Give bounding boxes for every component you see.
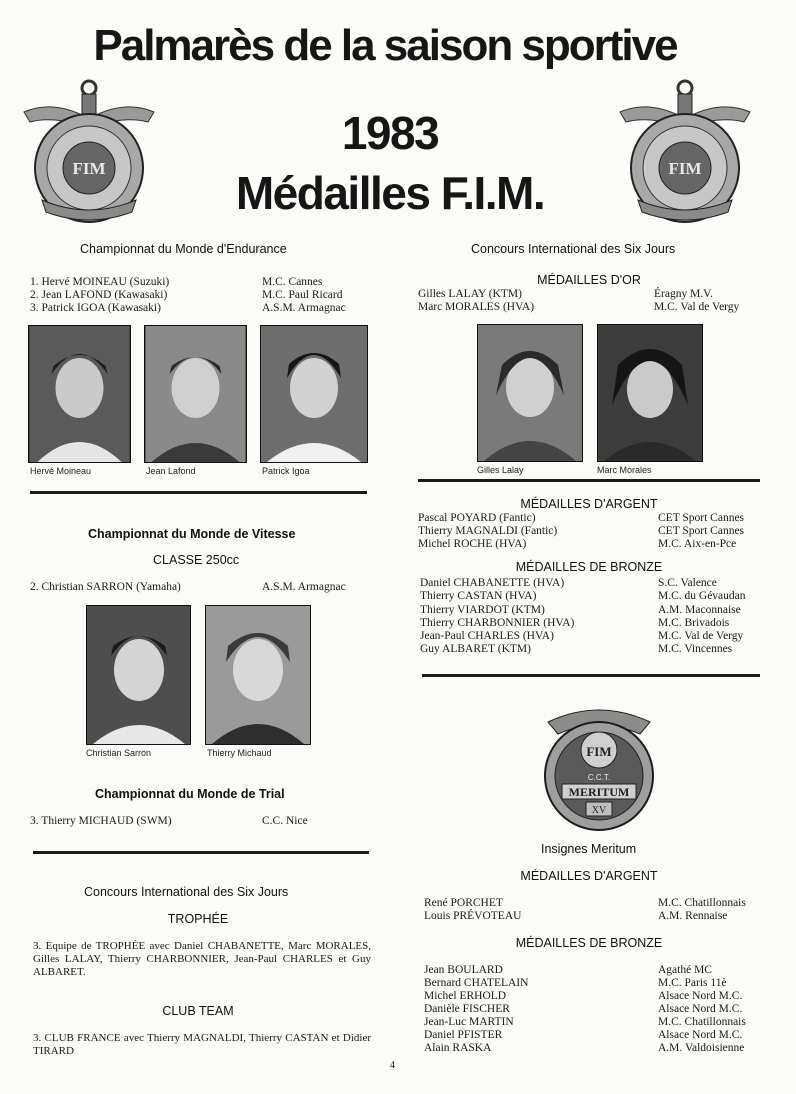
bronze-club-3: A.M. Maconnaise [658, 604, 741, 616]
meritum-argent-club-1: M.C. Chatillonnais [658, 897, 746, 909]
endurance-heading: Championnat du Monde d'Endurance [80, 242, 287, 256]
trophee-text: 3. Equipe de TROPHÉE avec Daniel CHABANETTE, Marc MORALES, Gilles LALAY, Thierry CHARBONNIER, Jean-Paul CHARLES et Guy ALBARET. [33, 940, 371, 978]
meritum-bronze-club-2: M.C. Paris 11è [658, 977, 727, 989]
meritum-bronze-3: Michel ERHOLD [424, 990, 507, 1002]
club-team-label: CLUB TEAM [162, 1004, 234, 1018]
caption-sarron: Christian Sarron [86, 748, 152, 758]
meritum-bronze-6: Daniel PFISTER [424, 1029, 503, 1041]
meritum-cct-text: C.C.T. [587, 773, 611, 782]
photo-igoa [260, 325, 368, 463]
vitesse-result: 2. Christian SARRON (Yamaha) [30, 581, 181, 593]
endurance-result-2: 2. Jean LAFOND (Kawasaki) [30, 289, 168, 301]
bronze-result-2: Thierry CASTAN (HVA) [420, 590, 537, 602]
fim-medal-right-text: FIM [668, 159, 702, 178]
photo-lafond [144, 325, 247, 463]
meritum-bronze-label: MÉDAILLES DE BRONZE [515, 936, 663, 950]
vitesse-class: CLASSE 250cc [153, 553, 240, 567]
bronze-result-5: Jean-Paul CHARLES (HVA) [420, 630, 554, 642]
endurance-club-3: A.S.M. Armagnac [262, 302, 346, 314]
vitesse-club: A.S.M. Armagnac [262, 581, 346, 593]
meritum-medal-icon [540, 700, 658, 832]
club-team-text: 3. CLUB FRANCE avec Thierry MAGNALDI, Thierry CASTAN et Didier TIRARD [33, 1032, 371, 1057]
bronze-club-4: M.C. Brivadois [658, 617, 730, 629]
meritum-fim-text: FIM [586, 744, 612, 759]
caption-igoa: Patrick Igoa [262, 466, 310, 476]
meritum-text: MERITUM [568, 785, 630, 799]
or-club-1: Éragny M.V. [654, 288, 713, 300]
or-result-2: Marc MORALES (HVA) [418, 301, 535, 313]
argent-result-2: Thierry MAGNALDI (Fantic) [418, 525, 558, 537]
six-jours-right-heading: Concours International des Six Jours [471, 242, 676, 256]
bronze-result-6: Guy ALBARET (KTM) [420, 643, 531, 655]
endurance-club-2: M.C. Paul Ricard [262, 289, 343, 301]
trial-club: C.C. Nice [262, 815, 308, 827]
page-number: 4 [390, 1060, 395, 1071]
meritum-bronze-club-3: Alsace Nord M.C. [658, 990, 743, 1002]
meritum-heading: Insignes Meritum [541, 842, 637, 856]
bronze-club-2: M.C. du Gévaudan [658, 590, 746, 602]
vitesse-heading: Championnat du Monde de Vitesse [88, 527, 296, 541]
argent-result-3: Michel ROCHE (HVA) [418, 538, 527, 550]
six-jours-left-heading: Concours International des Six Jours [84, 885, 289, 899]
meritum-argent-label: MÉDAILLES D'ARGENT [520, 869, 658, 883]
argent-club-2: CET Sport Cannes [658, 525, 745, 537]
meritum-bronze-2: Bernard CHATELAIN [424, 977, 529, 989]
bronze-club-1: S.C. Valence [658, 577, 717, 589]
meritum-argent-2: Louis PRÉVOTEAU [424, 910, 522, 922]
argent-club-1: CET Sport Cannes [658, 512, 745, 524]
bronze-club-6: M.C. Vincennes [658, 643, 733, 655]
fim-medal-left-icon [22, 78, 156, 226]
medals-heading: Médailles F.I.M. [235, 167, 545, 219]
meritum-bronze-club-7: A.M. Valdoisienne [658, 1042, 745, 1054]
endurance-club-1: M.C. Cannes [262, 276, 323, 288]
divider-right-2 [422, 674, 760, 677]
photo-sarron [86, 605, 191, 745]
or-club-2: M.C. Val de Vergy [654, 301, 740, 313]
argent-club-3: M.C. Aix-en-Pce [658, 538, 737, 550]
divider-right-1 [418, 479, 760, 482]
meritum-bronze-4: Danièle FISCHER [424, 1003, 510, 1015]
photo-michaud [205, 605, 311, 745]
meritum-bronze-club-6: Alsace Nord M.C. [658, 1029, 743, 1041]
meritum-bronze-1: Jean BOULARD [424, 964, 503, 976]
meritum-xv-text: XV [591, 805, 607, 816]
divider-left-1 [30, 491, 367, 494]
bronze-result-4: Thierry CHARBONNIER (HVA) [420, 617, 575, 629]
trial-heading: Championnat du Monde de Trial [95, 787, 285, 801]
meritum-bronze-5: Jean-Luc MARTIN [424, 1016, 514, 1028]
or-result-1: Gilles LALAY (KTM) [418, 288, 522, 300]
photo-moineau [28, 325, 131, 463]
fim-medal-left-text: FIM [72, 159, 106, 178]
bronze-result-3: Thierry VIARDOT (KTM) [420, 604, 545, 616]
meritum-bronze-7: Alain RASKA [424, 1042, 492, 1054]
argent-label: MÉDAILLES D'ARGENT [520, 497, 658, 511]
fim-medal-right-icon [618, 78, 752, 226]
bronze-club-5: M.C. Val de Vergy [658, 630, 744, 642]
trial-result: 3. Thierry MICHAUD (SWM) [30, 815, 172, 827]
meritum-argent-1: René PORCHET [424, 897, 503, 909]
endurance-result-1: 1. Hervé MOINEAU (Suzuki) [30, 276, 170, 288]
year-heading: 1983 [341, 107, 439, 159]
meritum-argent-club-2: A.M. Rennaise [658, 910, 728, 922]
caption-lafond: Jean Lafond [146, 466, 196, 476]
endurance-result-3: 3. Patrick IGOA (Kawasaki) [30, 302, 161, 314]
caption-lalay: Gilles Lalay [477, 465, 524, 475]
bronze-label: MÉDAILLES DE BRONZE [515, 560, 663, 574]
argent-result-1: Pascal POYARD (Fantic) [418, 512, 536, 524]
divider-left-2 [33, 851, 369, 854]
bronze-result-1: Daniel CHABANETTE (HVA) [420, 577, 565, 589]
meritum-bronze-club-4: Alsace Nord M.C. [658, 1003, 743, 1015]
caption-michaud: Thierry Michaud [207, 748, 272, 758]
or-label: MÉDAILLES D'OR [537, 273, 641, 287]
meritum-bronze-club-1: Agathé MC [658, 964, 712, 976]
caption-morales: Marc Morales [597, 465, 652, 475]
caption-moineau: Hervé Moineau [30, 466, 92, 476]
photo-lalay [477, 324, 583, 462]
photo-morales [597, 324, 703, 462]
meritum-bronze-club-5: M.C. Chatillonnais [658, 1016, 746, 1028]
page-title: Palmarès de la saison sportive [93, 21, 677, 70]
trophee-label: TROPHÉE [167, 912, 229, 926]
